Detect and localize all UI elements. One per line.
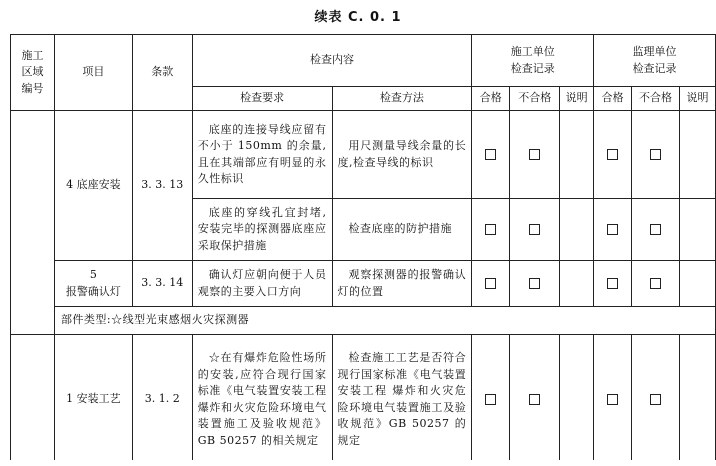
- note-cell: [560, 111, 594, 199]
- method-cell: 检查施工工艺是否符合现行国家标准《电气装置安装工程 爆炸和火灾危险环境电气装置施工及验收规范》GB 50257 的规定: [332, 335, 472, 465]
- requirement-cell: 底座的连接导线应留有不小于 150mm 的余量,且在其端部应有明显的永久性标识: [192, 111, 332, 199]
- header-content: 检查内容: [192, 35, 472, 87]
- fail-checkbox-cell[interactable]: [632, 335, 680, 465]
- pass-checkbox-cell[interactable]: [594, 111, 632, 199]
- header-note-supervision: 说明: [679, 87, 715, 111]
- fail-checkbox-cell[interactable]: [510, 111, 560, 199]
- zone-cell: [11, 335, 55, 465]
- header-supervision-record: 监理单位 检查记录: [594, 35, 716, 87]
- note-cell: [679, 335, 715, 465]
- checkbox[interactable]: [485, 224, 496, 235]
- checkbox[interactable]: [607, 278, 618, 289]
- component-type-label: 部件类型:☆线型光束感烟火灾探测器: [54, 307, 715, 335]
- checkbox[interactable]: [485, 394, 496, 405]
- requirement-cell: ☆在有爆炸危险性场所的安装,应符合现行国家标准《电气装置安装工程 爆炸和火灾危险环境电气装置施工及验收规范》GB 50257 的相关规定: [192, 335, 332, 465]
- table-row: [11, 111, 716, 199]
- fail-checkbox-cell[interactable]: [632, 111, 680, 199]
- item-cell: 4 底座安装: [54, 111, 132, 261]
- note-cell: [560, 335, 594, 465]
- requirement-cell: 底座的穿线孔宜封堵,安装完毕的探测器底座应采取保护措施: [192, 199, 332, 261]
- table-row: [11, 261, 716, 307]
- checkbox[interactable]: [607, 149, 618, 160]
- clause-cell: 3. 1. 2: [132, 335, 192, 465]
- header-requirement: 检查要求: [192, 87, 332, 111]
- fail-checkbox-cell[interactable]: [632, 199, 680, 261]
- table-title: 续表 C. 0. 1: [314, 10, 402, 25]
- pass-checkbox-cell[interactable]: [594, 335, 632, 465]
- checkbox[interactable]: [607, 394, 618, 405]
- checkbox[interactable]: [485, 278, 496, 289]
- fail-checkbox-cell[interactable]: [510, 335, 560, 465]
- note-cell: [560, 261, 594, 307]
- fail-checkbox-cell[interactable]: [632, 261, 680, 307]
- checkbox[interactable]: [650, 278, 661, 289]
- note-cell: [679, 111, 715, 199]
- note-cell: [560, 199, 594, 261]
- pass-checkbox-cell[interactable]: [472, 335, 510, 465]
- header-item: 项目: [54, 35, 132, 111]
- fail-checkbox-cell[interactable]: [510, 261, 560, 307]
- note-cell: [679, 199, 715, 261]
- checkbox[interactable]: [529, 394, 540, 405]
- header-row-1: [11, 35, 716, 87]
- checkbox[interactable]: [529, 278, 540, 289]
- pass-checkbox-cell[interactable]: [472, 199, 510, 261]
- clause-cell: 3. 3. 13: [132, 111, 192, 261]
- checkbox[interactable]: [485, 149, 496, 160]
- item-cell: 5 报警确认灯: [54, 261, 132, 307]
- method-cell: 用尺测量导线余量的长度,检查导线的标识: [332, 111, 472, 199]
- checkbox[interactable]: [607, 224, 618, 235]
- section-row: [11, 307, 716, 335]
- header-note-construction: 说明: [560, 87, 594, 111]
- header-clause: 条款: [132, 35, 192, 111]
- note-cell: [679, 261, 715, 307]
- header-method: 检查方法: [332, 87, 472, 111]
- checkbox[interactable]: [650, 224, 661, 235]
- header-construction-record: 施工单位 检查记录: [472, 35, 594, 87]
- header-pass-supervision: 合格: [594, 87, 632, 111]
- pass-checkbox-cell[interactable]: [472, 261, 510, 307]
- table-row: [11, 335, 716, 465]
- checkbox[interactable]: [529, 224, 540, 235]
- zone-cell: [11, 111, 55, 335]
- header-zone: 施工 区域 编号: [11, 35, 55, 111]
- pass-checkbox-cell[interactable]: [594, 261, 632, 307]
- header-pass-construction: 合格: [472, 87, 510, 111]
- checkbox[interactable]: [529, 149, 540, 160]
- pass-checkbox-cell[interactable]: [472, 111, 510, 199]
- item-cell: 1 安装工艺: [54, 335, 132, 465]
- header-fail-supervision: 不合格: [632, 87, 680, 111]
- fail-checkbox-cell[interactable]: [510, 199, 560, 261]
- inspection-table: [10, 34, 716, 465]
- page-cutoff: [0, 460, 716, 466]
- requirement-cell: 确认灯应朝向便于人员观察的主要入口方向: [192, 261, 332, 307]
- checkbox[interactable]: [650, 394, 661, 405]
- method-cell: 检查底座的防护措施: [332, 199, 472, 261]
- clause-cell: 3. 3. 14: [132, 261, 192, 307]
- method-cell: 观察探测器的报警确认灯的位置: [332, 261, 472, 307]
- header-fail-construction: 不合格: [510, 87, 560, 111]
- checkbox[interactable]: [650, 149, 661, 160]
- pass-checkbox-cell[interactable]: [594, 199, 632, 261]
